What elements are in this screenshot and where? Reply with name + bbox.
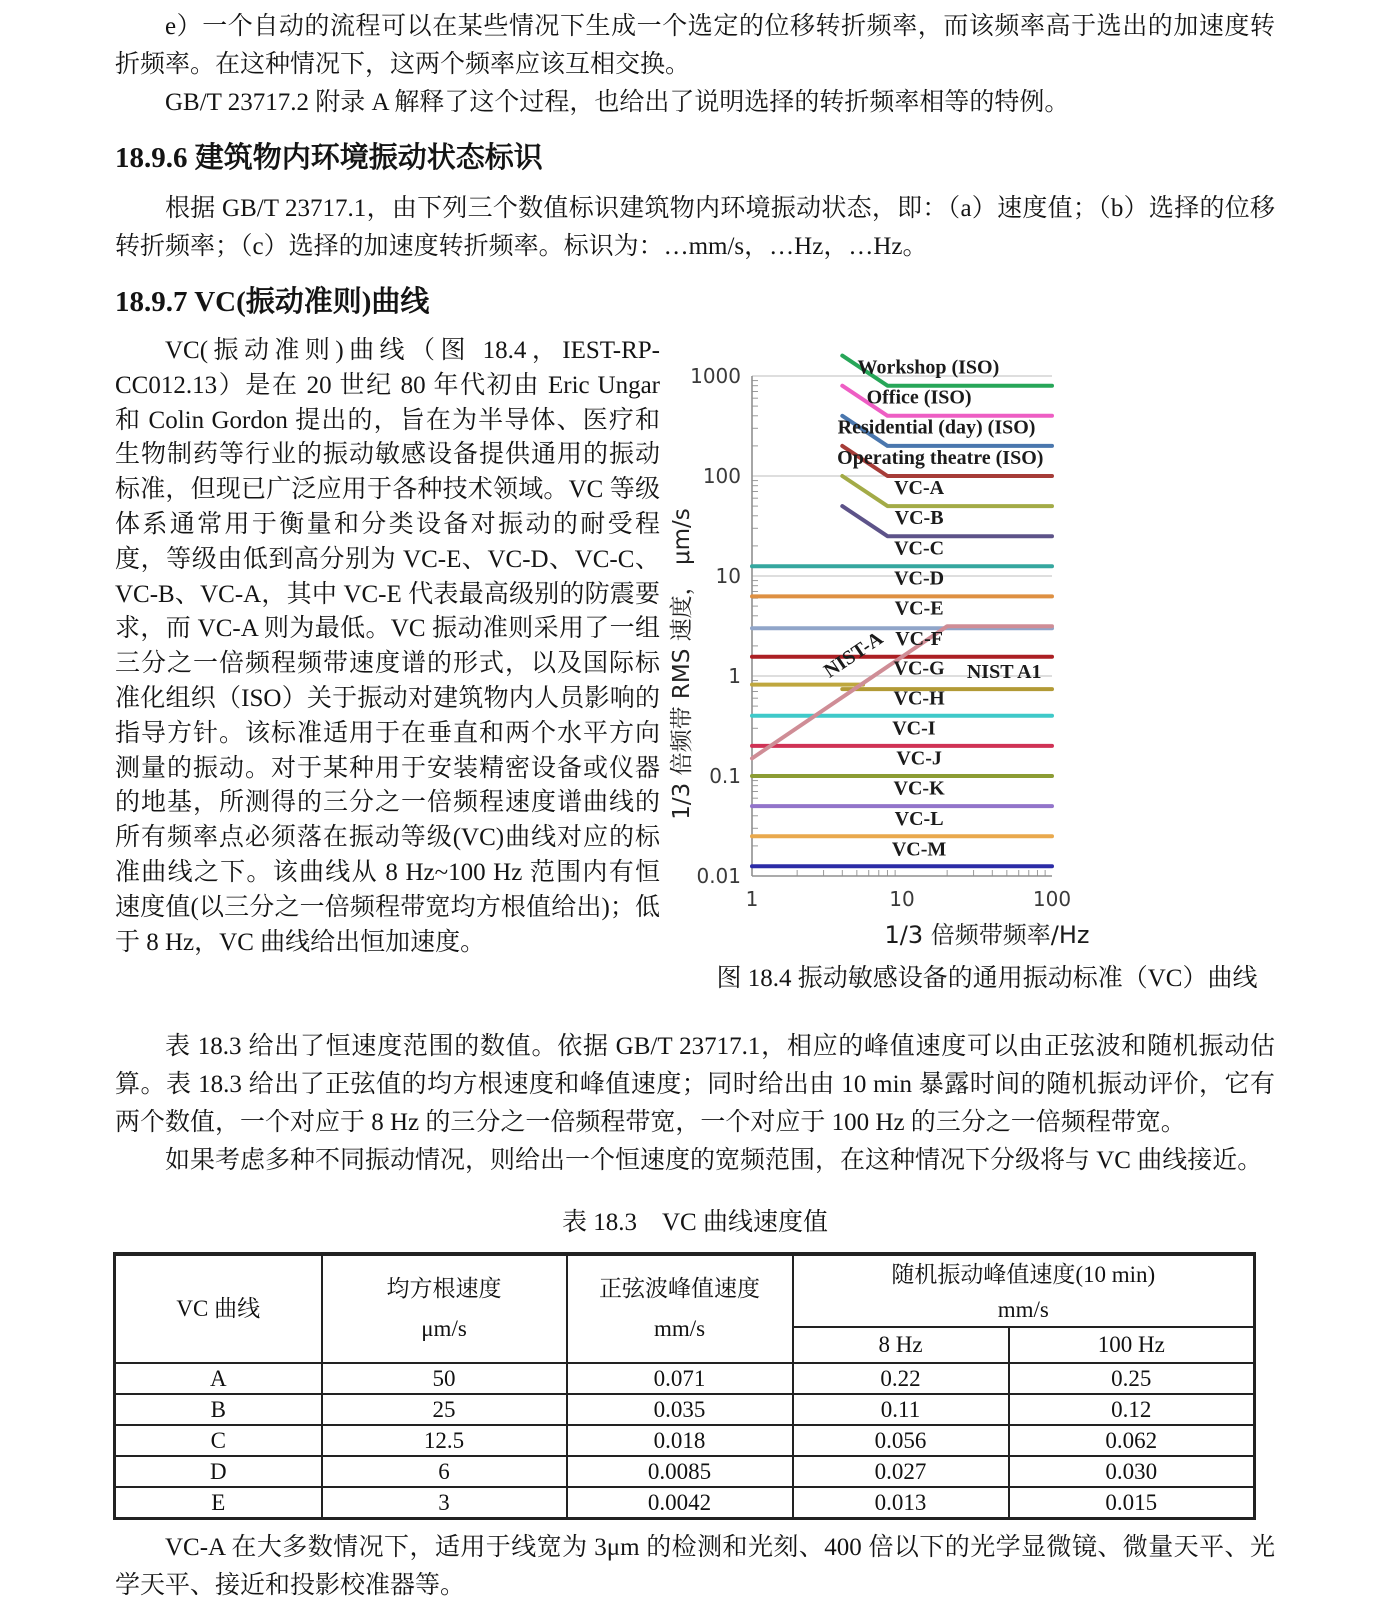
table-cell: E xyxy=(115,1487,322,1519)
curve-label-Workshop (ISO): Workshop (ISO) xyxy=(857,356,1000,379)
header-8hz: 8 Hz xyxy=(793,1327,1009,1363)
paragraph-vc-curves: VC(振动准则)曲线（图 18.4，IEST-RP-CC012.13）是在 20 世纪 80 年代初由 Eric Ungar 和 Colin Gordon 提出的，旨在为半导体、医疗和生物制药等行业的振动敏感设备提供通用的振动标准，但现已广泛应用于各种技术领域。VC 等级体系通常用于衡量和分类设备对振动的耐受程度，等级由低到高分别为 VC-E、VC-D、VC-C、VC-B、VC-A，其中 VC-E 代表最高级别的防震要求，而 VC-A 则为最低。VC 振动准则采用了一组三分之一倍频程频带速度谱的形式，以及国际标准化组织（ISO）关于振动对建筑物内人员影响的指导方针。该标准适用于在垂直和两个水平方向测量的振动。对于某种用于安装精密设备或仪器的地基，所测得的三分之一倍频程速度谱曲线的所有频率点必须落在振动等级(VC)曲线对应的标准曲线之下。该曲线从 8 Hz~100 Hz 范围内有恒速度值(以三分之一倍频程带宽均方根值给出)；低于 8 Hz，VC 曲线给出恒加速度。 xyxy=(115,337,660,956)
curve-VC-A xyxy=(842,476,1052,506)
curve-label-NIST-A: NIST-A xyxy=(819,627,887,683)
vc-curves-svg xyxy=(667,334,1307,919)
header-sine-peak-velocity: 正弦波峰值速度 mm/s xyxy=(567,1254,793,1363)
chart-x-axis-label: 1/3 倍频带频率/Hz xyxy=(884,921,1090,949)
table-cell: 0.056 xyxy=(793,1425,1009,1456)
vc-table-body xyxy=(115,1363,1255,1519)
table-row xyxy=(115,1456,1255,1487)
table-cell: 0.035 xyxy=(567,1394,793,1425)
table-cell: 0.22 xyxy=(793,1363,1009,1394)
table-cell: 0.25 xyxy=(1009,1363,1255,1394)
y-tick-label: 100 xyxy=(702,464,741,488)
curve-label-Operating theatre (ISO): Operating theatre (ISO) xyxy=(837,446,1044,469)
table-row xyxy=(115,1487,1255,1519)
curve-label-VC-A: VC-A xyxy=(894,477,945,500)
table-cell: 25 xyxy=(322,1394,567,1425)
chart-y-axis-label: 1/3 倍频带 RMS 速度， μm/s xyxy=(669,508,695,820)
table-row xyxy=(115,1425,1255,1456)
table-cell: 0.027 xyxy=(793,1456,1009,1487)
table-cell: 0.062 xyxy=(1009,1425,1255,1456)
curve-label-NIST A1: NIST A1 xyxy=(966,661,1042,684)
header-100hz: 100 Hz xyxy=(1009,1327,1255,1363)
figure-18-4 xyxy=(667,334,1307,994)
curve-VC-B xyxy=(842,506,1052,536)
x-tick-label: 100 xyxy=(1032,887,1072,911)
curve-label-VC-H: VC-H xyxy=(893,687,945,710)
paragraph-broadband: 如果考虑多种不同振动情况，则给出一个恒速度的宽频范围，在这种情况下分级将与 VC 曲线接近。 xyxy=(165,1147,1263,1174)
vc-speed-table xyxy=(113,1252,1256,1520)
paragraph-table-intro: 表 18.3 给出了恒速度范围的数值。依据 GB/T 23717.1，相应的峰值速度可以由正弦波和随机振动估算。表 18.3 给出了正弦值的均方根速度和峰值速度；同时给出由 10 min 暴露时间的随机振动评价，它有两个数值，一个对应于 8 Hz 的三分之一倍频程带宽，一个对应于 100 Hz 的三分之一倍频程带宽。 xyxy=(115,1033,1275,1136)
table-cell: 0.018 xyxy=(567,1425,793,1456)
table-cell: D xyxy=(115,1456,322,1487)
header-random-peak-velocity: 随机振动峰值速度(10 min) mm/s xyxy=(793,1254,1255,1327)
curve-label-VC-G: VC-G xyxy=(893,657,945,680)
table-cell: 3 xyxy=(322,1487,567,1519)
table-cell: B xyxy=(115,1394,322,1425)
curve-label-VC-E: VC-E xyxy=(894,597,944,620)
curve-label-VC-K: VC-K xyxy=(893,777,945,800)
table-cell: 0.11 xyxy=(793,1394,1009,1425)
table-cell: 0.013 xyxy=(793,1487,1009,1519)
vc-table-head xyxy=(115,1254,1255,1363)
table-cell: 6 xyxy=(322,1456,567,1487)
table-cell: 0.071 xyxy=(567,1363,793,1394)
y-tick-label: 1 xyxy=(728,664,741,688)
two-column-block xyxy=(115,334,1300,994)
table-cell: 50 xyxy=(322,1363,567,1394)
table-title: 表 18.3 VC 曲线速度值 xyxy=(562,1209,828,1236)
table-cell: 0.12 xyxy=(1009,1394,1255,1425)
table-cell: 0.0085 xyxy=(567,1456,793,1487)
paragraph-vca-applications: VC-A 在大多数情况下，适用于线宽为 3μm 的检测和光刻、400 倍以下的光学显微镜、微量天平、光学天平、接近和投影校准器等。 xyxy=(115,1534,1275,1599)
curve-label-Residential (day) (ISO): Residential (day) (ISO) xyxy=(837,416,1036,439)
x-tick-label: 1 xyxy=(745,887,759,911)
curve-label-Office (ISO): Office (ISO) xyxy=(866,386,972,409)
table-cell: C xyxy=(115,1425,322,1456)
table-cell: 0.030 xyxy=(1009,1456,1255,1487)
table-cell: 0.0042 xyxy=(567,1487,793,1519)
section-heading-18-9-6: 18.9.6 建筑物内环境振动状态标识 xyxy=(115,142,543,174)
curve-label-VC-I: VC-I xyxy=(892,717,936,740)
curve-label-VC-F: VC-F xyxy=(895,627,943,650)
curve-label-VC-D: VC-D xyxy=(894,567,945,590)
y-tick-label: 0.1 xyxy=(709,764,741,788)
x-tick-label: 10 xyxy=(889,887,915,911)
paragraph-18-9-6: 根据 GB/T 23717.1，由下列三个数值标识建筑物内环境振动状态，即：（a）速度值；（b）选择的位移转折频率；（c）选择的加速度转折频率。标识为：…mm/s，…Hz，…Hz。 xyxy=(115,195,1275,260)
y-tick-label: 1000 xyxy=(690,364,741,388)
curve-label-VC-L: VC-L xyxy=(894,807,944,830)
table-row xyxy=(115,1363,1255,1394)
table-cell: 12.5 xyxy=(322,1425,567,1456)
curve-label-VC-M: VC-M xyxy=(891,838,947,861)
section-heading-18-9-7: 18.9.7 VC(振动准则)曲线 xyxy=(115,286,430,318)
paragraph-auto-process: e）一个自动的流程可以在某些情况下生成一个选定的位移转折频率，而该频率高于选出的加速度转折频率。在这种情况下，这两个频率应该互相交换。 xyxy=(115,13,1275,78)
table-row xyxy=(115,1394,1255,1425)
header-vc-curve: VC 曲线 xyxy=(115,1254,322,1363)
y-tick-label: 0.01 xyxy=(696,864,741,888)
header-rms-velocity: 均方根速度 μm/s xyxy=(322,1254,567,1363)
figure-caption: 图 18.4 振动敏感设备的通用振动标准（VC）曲线 xyxy=(716,965,1258,992)
y-tick-label: 10 xyxy=(715,564,741,588)
table-cell: 0.015 xyxy=(1009,1487,1255,1519)
curve-label-VC-J: VC-J xyxy=(896,747,942,770)
curve-label-VC-C: VC-C xyxy=(894,537,945,560)
table-cell: A xyxy=(115,1363,322,1394)
paragraph-gbt-annex: GB/T 23717.2 附录 A 解释了这个过程，也给出了说明选择的转折频率相等的特例。 xyxy=(165,89,1070,116)
curve-label-VC-B: VC-B xyxy=(894,507,944,530)
